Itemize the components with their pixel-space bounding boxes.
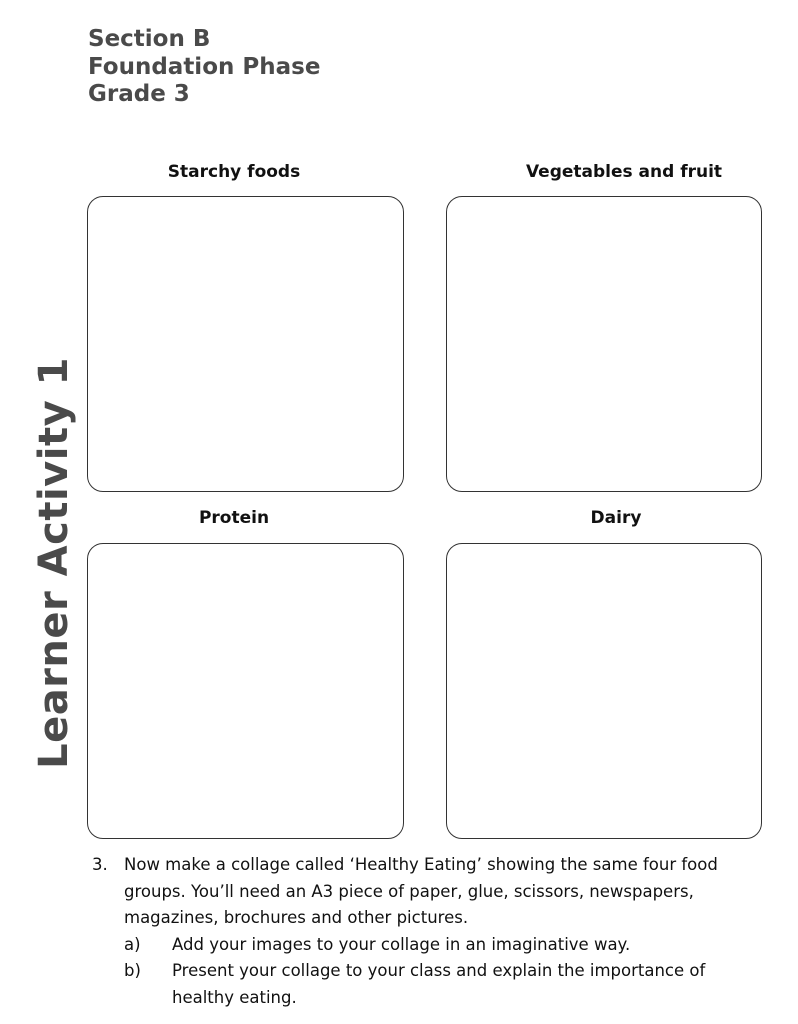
vegetables-and-fruit-drawing-box (446, 196, 762, 492)
label-dairy: Dairy (590, 508, 642, 528)
document-header (88, 26, 320, 109)
activity-side-title: Learner Activity 1 (31, 357, 77, 769)
protein-drawing-box (87, 543, 404, 839)
label-starchy-foods: Starchy foods (167, 162, 301, 182)
dairy-drawing-box (446, 543, 762, 839)
subitem-text: Add your images to your collage in an imaginative way. (172, 934, 631, 954)
instructions (92, 852, 772, 1011)
section-heading: Section B (88, 26, 211, 52)
instruction-item (92, 852, 772, 932)
label-protein: Protein (198, 508, 270, 528)
instruction-number: 3. (92, 855, 108, 874)
subitem-letter: b) (124, 961, 141, 980)
instruction-text: Now make a collage called ‘Healthy Eating’ showing the same four food groups. You’ll need an A3 piece of paper, glue, scissors, newspapers, magazines, brochures and other pictures. (124, 855, 718, 927)
label-vegetables-and-fruit: Vegetables and fruit (525, 162, 723, 182)
starchy-foods-drawing-box (87, 196, 404, 492)
subitem-text: Present your collage to your class and explain the importance of healthy eating. (172, 961, 706, 1007)
instruction-subitem (92, 932, 772, 959)
subitem-letter: a) (124, 934, 141, 954)
grade-heading: Grade 3 (88, 81, 190, 107)
phase-heading: Foundation Phase (88, 53, 321, 80)
instruction-subitem (92, 958, 772, 1011)
